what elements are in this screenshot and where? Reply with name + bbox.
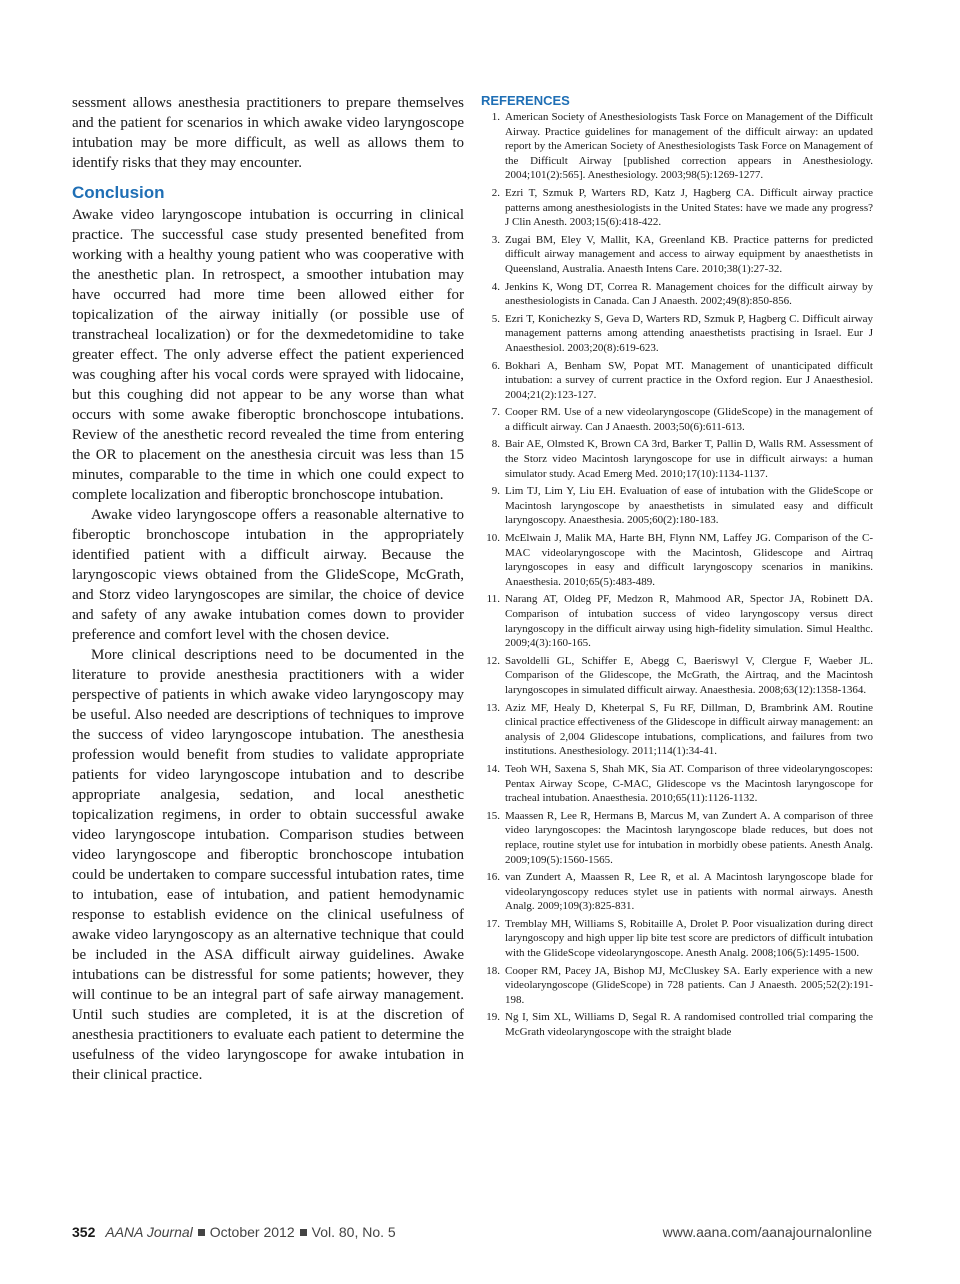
reference-item (481, 592, 873, 650)
reference-text: Ezri T, Konichezky S, Geva D, Warters RD, Szmuk P, Hagberg C. Difficult airway management patterns among attending anaesthetists practising in Israel. Eur J Anaesthesiol. 2003;20(8):619-623. (505, 312, 873, 354)
reference-item (481, 233, 873, 277)
reference-number: 4. (491, 280, 500, 293)
reference-item (481, 701, 873, 759)
reference-item (481, 405, 873, 434)
reference-number: 19. (486, 1011, 500, 1024)
conclusion-paragraph-3: More clinical descriptions need to be documented in the literature to provide anesthesia practitioners with a wider perspective of patients in which awake video laryngoscopy may be useful. Also needed are descriptions of techniques to improve the success of video laryngoscope intubation. The anesthesia profession would benefit from studies to validate appropriate patients for video laryngoscope intubation and to describe appropriate analgesia, sedation, and local anesthetic topicalization regimens, in order to obtain successful awake video laryngoscope intubation. Comparison studies between video laryngoscope and fiberoptic bronchoscope intubation could be undertaken to compare successful intubation rates, time to intubation, ease of intubation, and patient hemodynamic response to establish evidence on the clinical usefulness of awake video laryngoscopy as an alternative technique that could be included in the ASA difficult airway guidelines. Awake intubations can be distressful for some patients; however, they will continue to be an integral part of safe airway management. Until such studies are completed, it is at the discretion of anesthesia practitioners to evaluate each patient to determine the usefulness of the video laryngoscope for awake intubation in their clinical practice. (72, 647, 464, 1083)
reference-text: Ng I, Sim XL, Williams D, Segal R. A randomised controlled trial comparing the McGrath videolaryngoscope with the straight blade (505, 1011, 873, 1039)
reference-text: American Society of Anesthesiologists Task Force on Management of the Difficult Airway. Practice guidelines for management of the difficult airway: an updated report by the American Society of Anesthesiologists Task Force on Management of the Difficult Airway [published correction appears in Anesthesiology. 2004;101(2):565]. Anesthesiology. 2003;98(5):1269-1277. (505, 111, 873, 182)
reference-text: Savoldelli GL, Schiffer E, Abegg C, Baeriswyl V, Clergue F, Waeber JL. Comparison of the Glidescope, the McGrath, the Airtraq, and the Macintosh laryngoscopes in simulated difficult airway. Anaesthesia. 2008;63(12):1358-1364. (505, 654, 873, 696)
separator-square-icon (300, 1229, 307, 1236)
reference-number: 13. (486, 701, 500, 714)
reference-text: Bair AE, Olmsted K, Brown CA 3rd, Barker T, Pallin D, Walls RM. Assessment of the Storz video Macintosh laryngoscope for use in difficult airways: a human simulator study. Acad Emerg Med. 2010;17(10):1134-1137. (505, 438, 873, 480)
reference-text: Cooper RM, Pacey JA, Bishop MJ, McCluskey SA. Early experience with a new videolaryngoscope (GlideScope) in 728 patients. Can J Anaesth. 2005;52(2):191-198. (505, 964, 873, 1006)
reference-text: McElwain J, Malik MA, Harte BH, Flynn NM, Laffey JG. Comparison of the C-MAC videolaryngoscope with the Macintosh, Glidescope and Airtraq laryngoscopes in easy and difficult laryngoscopy scenarios in manikins. Anaesthesia. 2010;65(5):483-489. (505, 532, 873, 588)
reference-item (481, 964, 873, 1008)
journal-name: AANA Journal (105, 1224, 193, 1240)
reference-item (481, 280, 873, 309)
reference-item (481, 870, 873, 914)
reference-item (481, 484, 873, 528)
separator-square-icon (198, 1229, 205, 1236)
reference-number: 10. (486, 532, 500, 545)
reference-number: 18. (486, 964, 500, 977)
reference-number: 1. (491, 111, 500, 123)
reference-number: 15. (486, 809, 500, 822)
reference-text: Narang AT, Oldeg PF, Medzon R, Mahmood AR, Spector JA, Robinett DA. Comparison of intubation success of video laryngoscopy versus direct laryngoscopy in the difficult airway using high-fidelity simulation. Simul Healthc. 2009;4(3):160-165. (505, 593, 873, 650)
references-heading: REFERENCES (481, 93, 570, 108)
references-list (481, 110, 873, 1040)
reference-number: 17. (486, 917, 500, 930)
reference-text: Teoh WH, Saxena S, Shah MK, Sia AT. Comparison of three videolaryngoscopes: Pentax Airway Scope, C-MAC, Glidescope vs the Macintosh laryngoscope for tracheal intubation. Anaesthesia. 2010;65(11):1126-1132. (505, 762, 873, 805)
reference-item (481, 917, 873, 961)
reference-item (481, 359, 873, 403)
reference-number: 11. (486, 593, 500, 606)
reference-item (481, 531, 873, 589)
reference-number: 6. (491, 359, 500, 372)
conclusion-paragraph-1: Awake video laryngoscope intubation is occurring in clinical practice. The successful case study presented benefited from working with a healthy young patient who was cooperative with the anesthetic plan. In retrospect, a smoother intubation may have occurred had more time been allowed either for topicalization of the airway initially (or possible use of transtracheal localization) or for the dexmedetomidine to take greater effect. The only adverse effect the patient experienced was coughing after his vocal cords were sprayed with lidocaine, but this coughing did not appear to be any worse than what occurs with some awake fiberoptic bronchoscope intubations. Review of the anesthetic record revealed the time from entering the OR to placement on the anesthesia circuit was less than 15 minutes, comparable to the time in which one could expect to complete localization and fiberoptic bronchoscope intubation. (72, 207, 464, 503)
reference-text: Jenkins K, Wong DT, Correa R. Management choices for the difficult airway by anesthesiologists in Canada. Can J Anaesth. 2002;49(8):850-856. (505, 280, 873, 308)
reference-item (481, 110, 873, 183)
reference-text: Aziz MF, Healy D, Kheterpal S, Fu RF, Dillman, D, Brambrink AM. Routine clinical practice effectiveness of the Glidescope in difficult airway management: an analysis of 2,004 Glidescope intubations, complications, and failures from two institutions. Anesthesiology. 2011;114(1):34-41. (505, 701, 873, 758)
issue-date: October 2012 (209, 1224, 295, 1240)
reference-number: 9. (491, 485, 500, 498)
page-number: 352 (72, 1224, 96, 1240)
conclusion-paragraph-2: Awake video laryngoscope offers a reasonable alternative to fiberoptic bronchoscope intubation in the appropriately identified patient with a difficult airway. Because the laryngoscopic views obtained from the GlideScope, McGrath, and Storz video laryngoscopes are similar, the choice of device and safety of any awake intubation comes down to provider preference and comfort level with the chosen device. (72, 507, 464, 643)
left-column (72, 93, 464, 1183)
reference-item (481, 809, 873, 867)
reference-number: 14. (486, 762, 500, 775)
reference-text: Maassen R, Lee R, Hermans B, Marcus M, van Zundert A. A comparison of three video laryngoscopes: the Macintosh laryngoscope blade reduces, but does not replace, routine stylet use for intubation in morbidly obese patients. Anesth Analg. 2009;109(5):1560-1565. (505, 809, 873, 866)
reference-text: Bokhari A, Benham SW, Popat MT. Management of unanticipated difficult intubation: a survey of current practice in the Oxford region. Eur J Anaesthesiol. 2004;21(2):123-127. (505, 359, 873, 401)
reference-item (481, 186, 873, 230)
reference-item (481, 312, 873, 356)
reference-number: 5. (491, 312, 500, 325)
reference-item (481, 437, 873, 481)
reference-number: 16. (486, 871, 500, 884)
reference-number: 12. (486, 654, 500, 667)
intro-paragraph: sessment allows anesthesia practitioners to prepare themselves and the patient for scenarios in which awake video laryngoscope intubation may be more difficult, as well as allows them to identify risks that they may encounter. (72, 95, 464, 171)
reference-text: Zugai BM, Eley V, Mallit, KA, Greenland KB. Practice patterns for predicted difficult airway management and access to airway equipment by anaesthetists in Queensland, Australia. Anaesth Intens Care. 2010;38(1):27-32. (505, 233, 873, 275)
reference-number: 3. (491, 233, 500, 246)
reference-item (481, 1010, 873, 1039)
right-column (481, 93, 873, 1183)
reference-text: van Zundert A, Maassen R, Lee R, et al. A Macintosh laryngoscope blade for videolaryngoscopy reduces stylet use in patients with normal airways. Anesth Analg. 2009;109(3):825-831. (505, 871, 873, 913)
reference-text: Cooper RM. Use of a new videolaryngoscope (GlideScope) in the management of a difficult airway. Can J Anaesth. 2003;50(6):611-613. (505, 406, 873, 433)
reference-number: 8. (491, 438, 500, 451)
journal-url: www.aana.com/aanajournalonline (662, 1224, 872, 1240)
reference-text: Ezri T, Szmuk P, Warters RD, Katz J, Hagberg CA. Difficult airway practice patterns among anesthesiologists in the United States: have we made any progress? J Clin Anesth. 2003;15(6):418-422. (505, 186, 873, 229)
reference-item (481, 654, 873, 698)
reference-number: 7. (491, 406, 500, 419)
page-footer (72, 1222, 872, 1242)
reference-text: Lim TJ, Lim Y, Liu EH. Evaluation of ease of intubation with the GlideScope or Macintosh laryngoscope by anaesthetists in simulated easy and difficult laryngoscopy. Anaesthesia. 2005;60(2):180-183. (505, 485, 873, 527)
volume-info: Vol. 80, No. 5 (311, 1224, 396, 1240)
reference-text: Tremblay MH, Williams S, Robitaille A, Drolet P. Poor visualization during direct laryngoscopy and high upper lip bite test score are predictors of difficult intubation with the GlideScope videolaryngoscope. Anesth Analg. 2008;106(5):1495-1500. (505, 917, 873, 960)
reference-item (481, 762, 873, 806)
reference-number: 2. (491, 186, 500, 199)
conclusion-heading: Conclusion (72, 183, 165, 202)
